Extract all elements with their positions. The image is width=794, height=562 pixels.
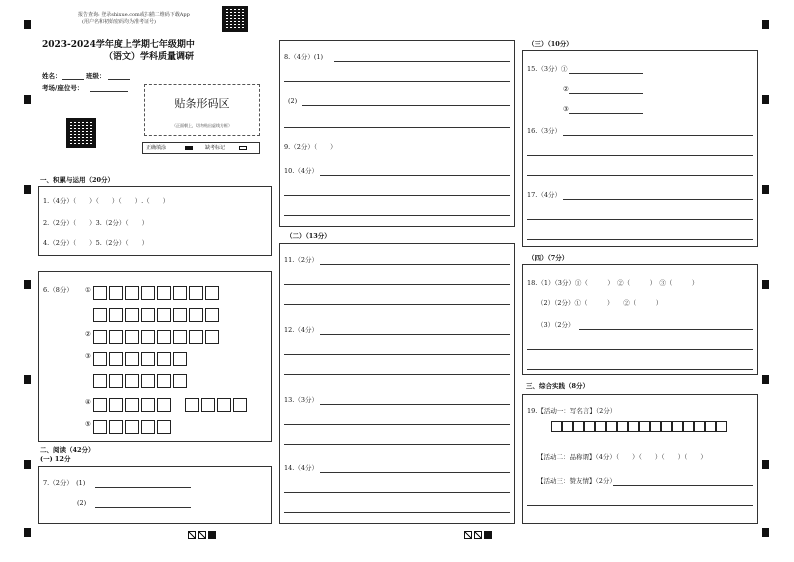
- timing-mark: [24, 280, 31, 289]
- q14-line1[interactable]: [320, 472, 510, 473]
- reading-part2-heading: （二）（13分）: [286, 232, 331, 240]
- qr-code-icon: [222, 6, 248, 32]
- corner-mark: [24, 528, 31, 537]
- q6-item5-boxes[interactable]: [93, 416, 173, 435]
- q7-answer2-line[interactable]: [95, 507, 191, 508]
- section2-heading: 二、阅读（42分）: [40, 446, 95, 454]
- q7-label: 7.（2分） (1): [43, 479, 86, 487]
- timing-mark: [24, 95, 31, 104]
- q10-label: 10.（4分）: [284, 167, 318, 175]
- timing-mark: [762, 280, 769, 289]
- q18-line3[interactable]: [527, 369, 753, 370]
- timing-mark: [762, 460, 769, 469]
- q13-line3[interactable]: [284, 444, 510, 445]
- activity3-label: 【活动三：赞友情】（2分）: [537, 477, 616, 485]
- q14-line3[interactable]: [284, 512, 510, 513]
- barcode-label: 贴条形码区: [174, 97, 230, 110]
- reading-part1-heading: (一) 12分: [40, 455, 71, 463]
- q4-label: 4.（2分）（ ）5.（2分）（ ）: [43, 239, 149, 247]
- corner-mark: [762, 20, 769, 29]
- q6-box: [38, 271, 272, 442]
- q16-line1[interactable]: [563, 135, 753, 136]
- section3-heading: 三、综合实践（8分）: [526, 382, 590, 390]
- q13-line1[interactable]: [320, 404, 510, 405]
- barcode-hint: （正面朝上，切勿贴出虚线方框）: [172, 123, 232, 128]
- page-footer-mark: [188, 531, 216, 539]
- q7b-label: (2): [77, 499, 87, 507]
- q19-writing-grid[interactable]: [551, 421, 727, 432]
- absent-mark-label: 缺考标记: [205, 145, 226, 151]
- q1-label: 1.（4分）（ ）（ ）（ ）.（ ）: [43, 197, 170, 205]
- q13-label: 13.（3分）: [284, 396, 318, 404]
- corner-mark: [24, 20, 31, 29]
- q14-line2[interactable]: [284, 492, 510, 493]
- q10-line2[interactable]: [284, 195, 510, 196]
- q19-label: 19.【活动一：写名言】（2分）: [527, 407, 617, 415]
- class-field[interactable]: [108, 79, 130, 80]
- q8-line1[interactable]: [334, 61, 510, 62]
- q17-line1[interactable]: [563, 199, 753, 200]
- q6-item2-boxes[interactable]: [93, 326, 221, 345]
- q13-line2[interactable]: [284, 424, 510, 425]
- reading-part3-heading: （三）（10分）: [528, 40, 573, 48]
- q6-item4-boxes[interactable]: [93, 394, 173, 413]
- q18-line1[interactable]: [579, 329, 753, 330]
- q18-line2[interactable]: [527, 349, 753, 350]
- seat-field[interactable]: [90, 91, 128, 92]
- reading-part4-heading: （四）（7分）: [528, 254, 569, 262]
- q15b-label: ②: [563, 85, 569, 93]
- timing-mark: [762, 375, 769, 384]
- class-label: 班级：: [86, 72, 106, 80]
- timing-mark: [762, 95, 769, 104]
- timing-mark: [24, 185, 31, 194]
- q18b-label: （2）（2分）①（ ） ②（ ）: [537, 299, 663, 307]
- q17-line3[interactable]: [527, 239, 753, 240]
- q15-line2[interactable]: [569, 93, 643, 94]
- corner-mark: [762, 528, 769, 537]
- q7-box: [38, 466, 272, 524]
- q11-line3[interactable]: [284, 304, 510, 305]
- q11-line1[interactable]: [320, 264, 510, 265]
- q12-line1[interactable]: [320, 334, 510, 335]
- q7-answer1-line[interactable]: [95, 487, 191, 488]
- q8-line2[interactable]: [284, 81, 510, 82]
- q2-label: 2.（2分）（ ）3.（2分）（ ）: [43, 219, 149, 227]
- q6-label: 6.（8分）: [43, 286, 73, 294]
- q15-line3[interactable]: [569, 113, 643, 114]
- q18a-label: 18.（1）（3分）①（ ） ②（ ） ③（ ）: [527, 279, 699, 287]
- filled-bubble-icon: [185, 146, 193, 150]
- q12-label: 12.（4分）: [284, 326, 318, 334]
- page-footer-mark: [464, 531, 492, 539]
- timing-mark: [24, 375, 31, 384]
- q6-item3b-boxes[interactable]: [93, 370, 189, 389]
- q11-line2[interactable]: [284, 284, 510, 285]
- notice-line2: (用户名和初始密码均为准考证号): [82, 19, 156, 25]
- q19-line1[interactable]: [613, 485, 753, 486]
- q6-item2-num: ②: [85, 330, 91, 338]
- name-field[interactable]: [62, 79, 84, 80]
- q19-line2[interactable]: [527, 505, 753, 506]
- q16-label: 16.（3分）: [527, 127, 561, 135]
- q12-line3[interactable]: [284, 374, 510, 375]
- absent-checkbox[interactable]: [239, 146, 247, 150]
- q16-line3[interactable]: [527, 175, 753, 176]
- q14-label: 14.（4分）: [284, 464, 318, 472]
- q6-item1b-boxes[interactable]: [93, 304, 221, 323]
- q8-label: 8.（4分）(1): [284, 53, 324, 61]
- timing-mark: [762, 185, 769, 194]
- section1-heading: 一、积累与运用（20分）: [40, 176, 115, 184]
- exam-title-line2: （语文）学科质量调研: [104, 52, 195, 62]
- q6-item3-num: ③: [85, 352, 91, 360]
- q12-line2[interactable]: [284, 354, 510, 355]
- q6-item4b-boxes[interactable]: [185, 394, 249, 413]
- q8-line3[interactable]: [302, 105, 510, 106]
- reading-part1-box: [279, 40, 515, 227]
- q16-line2[interactable]: [527, 155, 753, 156]
- section1-box: [38, 186, 272, 256]
- section3-box: [522, 394, 758, 524]
- q18c-label: （3）（2分）: [537, 321, 575, 329]
- q6-item5-num: ⑤: [85, 420, 91, 428]
- q11-label: 11.（2分）: [284, 256, 318, 264]
- q15-line1[interactable]: [569, 73, 643, 74]
- qr-code-icon: [66, 118, 96, 148]
- q10-line3[interactable]: [284, 215, 510, 216]
- q17-label: 17.（4分）: [527, 191, 561, 199]
- q15-label: 15.（3分）①: [527, 65, 568, 73]
- notice-line1: 报告查询: 登录shixue.com或扫描二维码下载App: [78, 12, 190, 18]
- barcode-area: [144, 84, 260, 136]
- timing-mark: [24, 460, 31, 469]
- q6-item1-num: ①: [85, 286, 91, 294]
- q17-line2[interactable]: [527, 219, 753, 220]
- seat-label: 考场/座位号：: [42, 84, 84, 92]
- q10-line1[interactable]: [320, 175, 510, 176]
- exam-title-line1: 2023-2024学年度上学期七年级期中: [42, 40, 195, 50]
- q8b-label: (2): [288, 97, 298, 105]
- q6-item4-num: ④: [85, 398, 91, 406]
- q15c-label: ③: [563, 105, 569, 113]
- activity2-label: 【活动二：品称谓】（4分）（ ）（ ）（ ）（ ）: [537, 453, 707, 461]
- name-label: 姓名：: [42, 72, 62, 80]
- correct-fill-label: 正确填涂: [146, 145, 167, 151]
- reading-part4-box: [522, 264, 758, 375]
- reading-part3-box: [522, 50, 758, 247]
- q6-item3-boxes[interactable]: [93, 348, 189, 367]
- reading-part2-box: [279, 243, 515, 524]
- q8-line4[interactable]: [284, 127, 510, 128]
- q6-item1-boxes[interactable]: [93, 282, 221, 301]
- fill-legend: [142, 142, 260, 154]
- q9-label: 9.（2分）（ ）: [284, 143, 337, 151]
